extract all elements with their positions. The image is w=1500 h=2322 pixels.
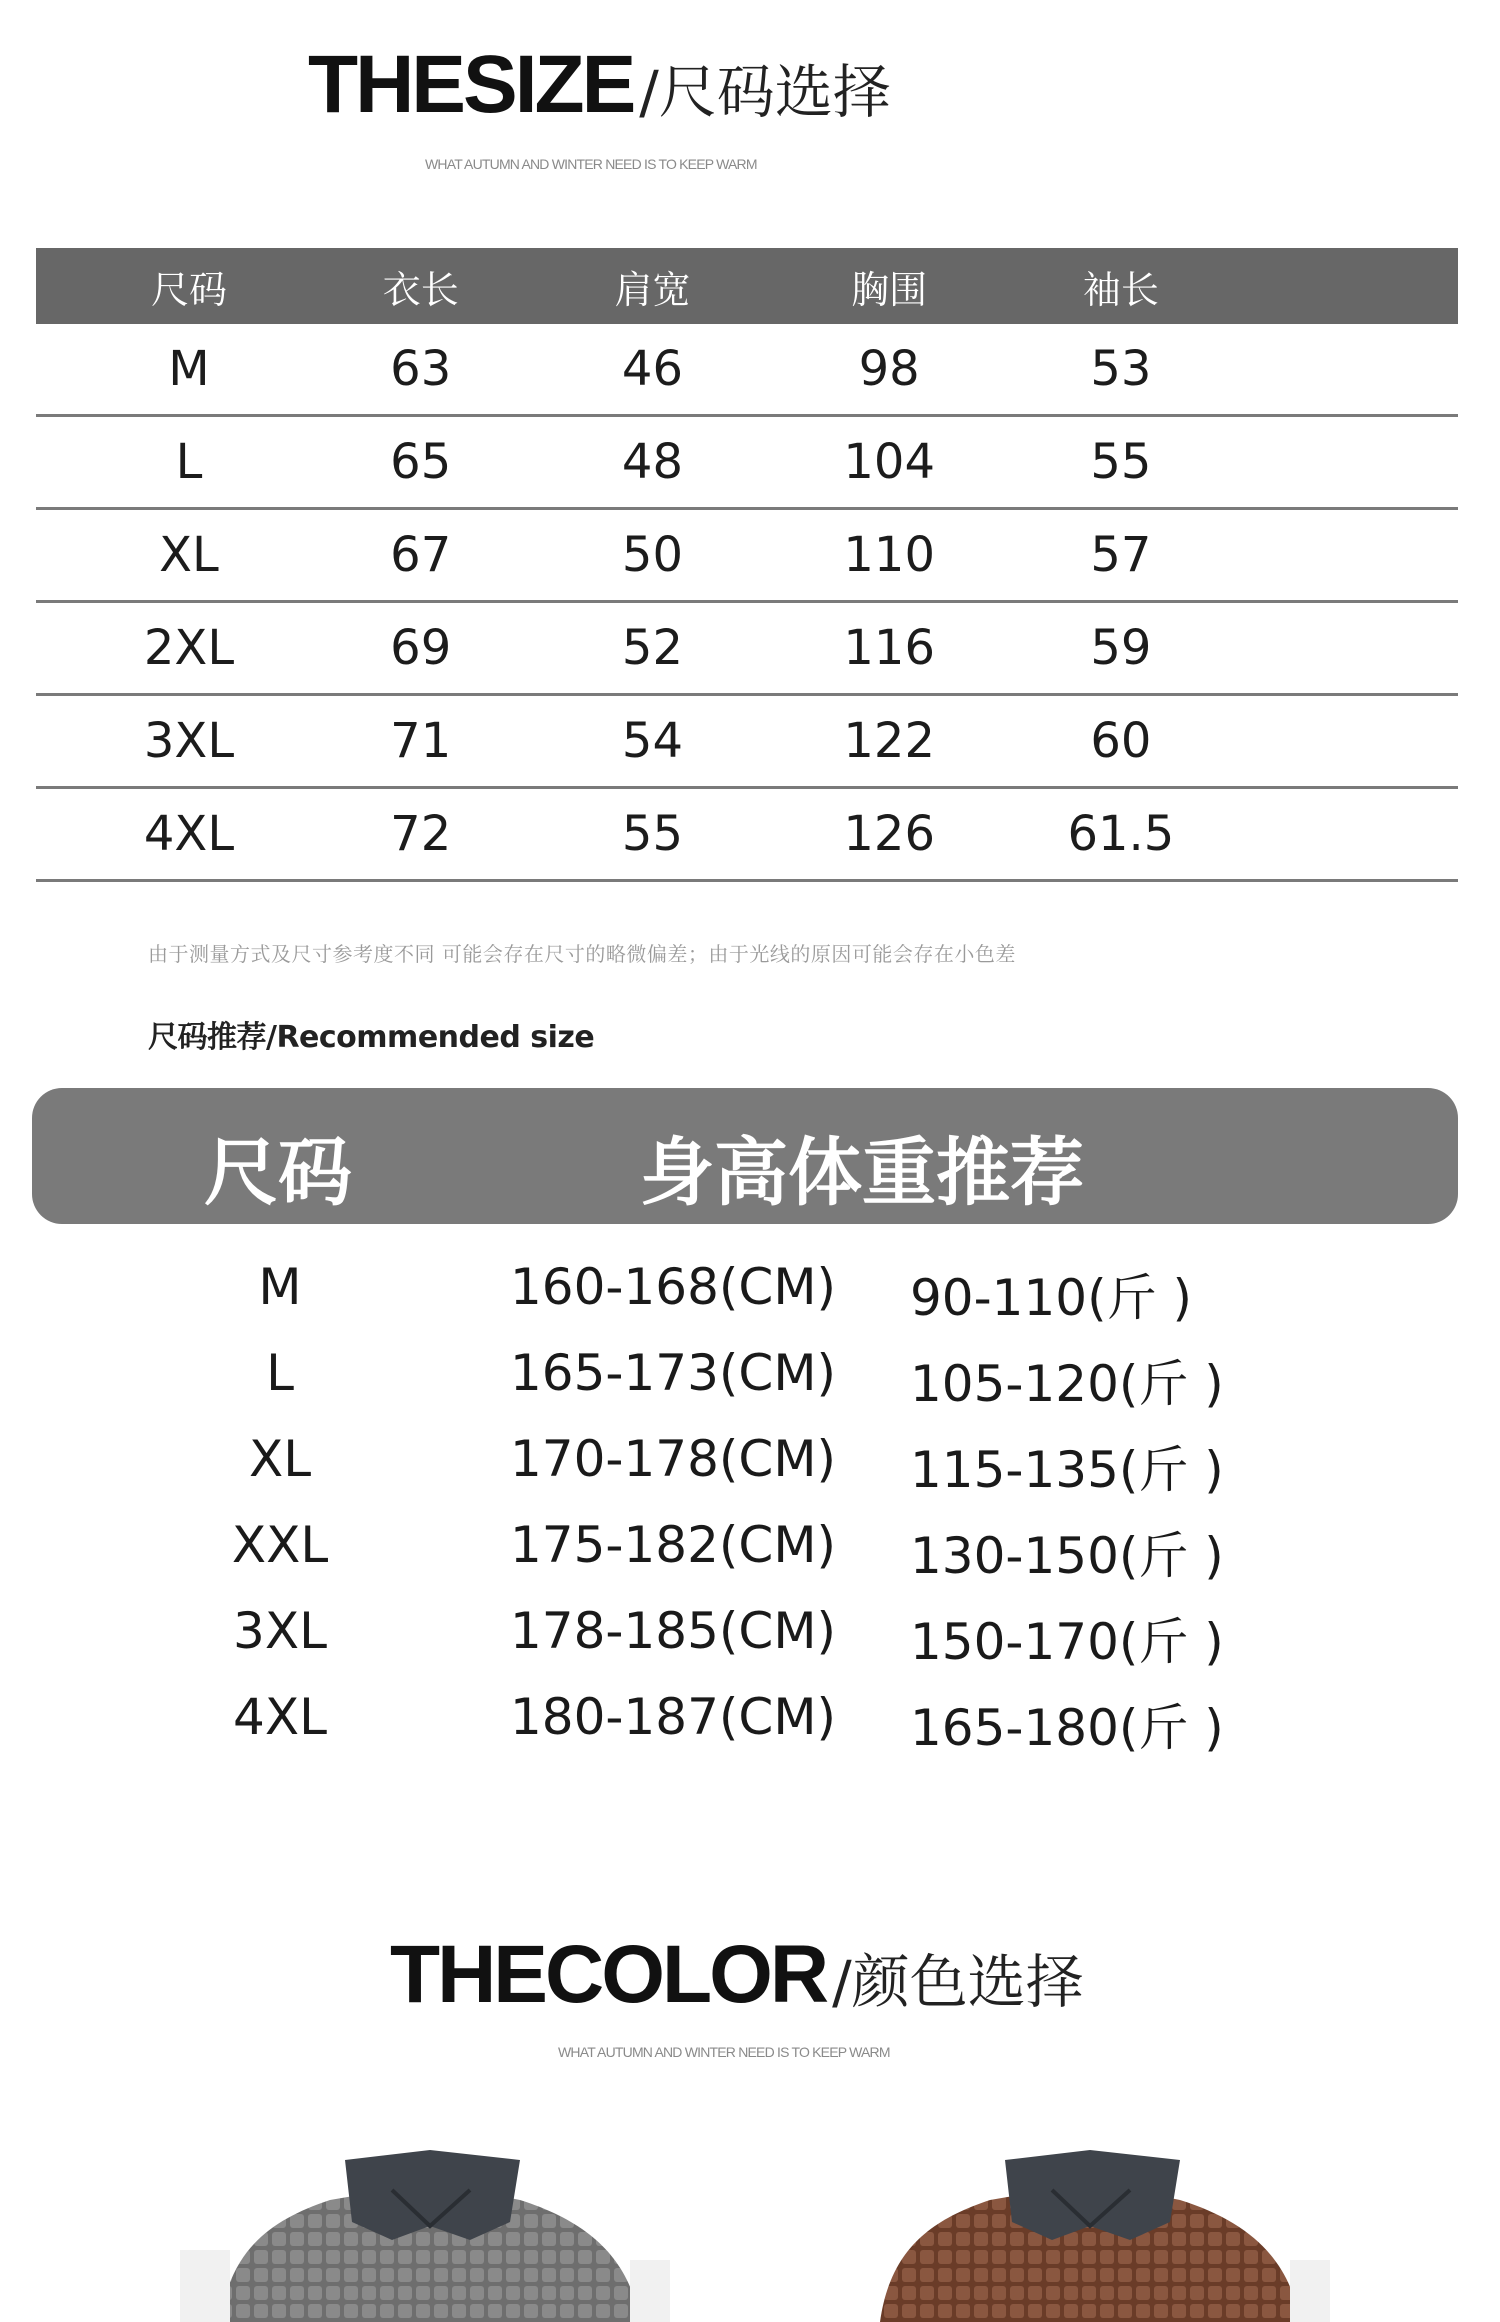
- table-cell: 53: [1090, 341, 1152, 397]
- table-cell: 116: [843, 620, 935, 676]
- rec-size: 4XL: [233, 1688, 327, 1746]
- table-cell: 126: [843, 806, 935, 862]
- size-table: [36, 248, 1458, 882]
- table-cell: 71: [390, 713, 452, 769]
- banner-height-weight-label: 身高体重推荐: [640, 1130, 1084, 1216]
- table-row: [36, 603, 1458, 696]
- size-title-cn: /尺码选择: [639, 58, 891, 126]
- rec-weight: 90-110(斤 ): [910, 1269, 1193, 1327]
- table-cell: 69: [390, 620, 452, 676]
- rec-height: 160-168(CM): [510, 1258, 836, 1316]
- table-cell: 2XL: [143, 620, 235, 676]
- table-cell: 46: [621, 341, 683, 397]
- header-cell: 尺码: [150, 267, 227, 312]
- header-cell: 衣长: [382, 267, 459, 312]
- table-cell: 54: [621, 713, 683, 769]
- rec-weight: 115-135(斤 ): [910, 1441, 1224, 1499]
- table-cell: 104: [843, 434, 935, 490]
- size-table-header: [36, 248, 1458, 324]
- table-cell: 67: [390, 527, 452, 583]
- color-title-en: THECOLOR: [390, 1929, 827, 2020]
- list-item: [0, 1516, 1500, 1602]
- color-subtitle: WHAT AUTUMN AND WINTER NEED IS TO KEEP WARM: [558, 2044, 890, 2060]
- table-cell: L: [175, 434, 203, 490]
- table-cell: 65: [390, 434, 452, 490]
- rec-weight: 105-120(斤 ): [910, 1355, 1224, 1413]
- table-row: [36, 510, 1458, 603]
- rec-weight: 130-150(斤 ): [910, 1527, 1224, 1585]
- table-cell: XL: [159, 527, 219, 583]
- header-cell: 胸围: [851, 267, 928, 312]
- table-cell: 63: [390, 341, 452, 397]
- table-row: [36, 417, 1458, 510]
- color-title-cn: /颜色选择: [832, 1948, 1084, 2016]
- table-cell: 72: [390, 806, 452, 862]
- size-title-en: THESIZE: [308, 39, 634, 130]
- rec-height: 178-185(CM): [510, 1602, 836, 1660]
- size-heading: [308, 38, 891, 132]
- color-heading: [390, 1928, 1084, 2022]
- rec-height: 175-182(CM): [510, 1516, 836, 1574]
- rec-weight: 150-170(斤 ): [910, 1613, 1224, 1671]
- rec-size: L: [266, 1344, 294, 1402]
- table-cell: 55: [1090, 434, 1152, 490]
- list-item: [0, 1602, 1500, 1688]
- table-cell: 4XL: [143, 806, 235, 862]
- table-row: [36, 324, 1458, 417]
- table-cell: 48: [621, 434, 683, 490]
- brown-sweater-image[interactable]: [880, 2150, 1330, 2322]
- table-cell: 55: [621, 806, 683, 862]
- list-item: [0, 1688, 1500, 1774]
- rec-size: XL: [248, 1430, 312, 1488]
- size-subtitle: WHAT AUTUMN AND WINTER NEED IS TO KEEP WARM: [425, 156, 757, 172]
- color-swatches: [0, 2140, 1500, 2322]
- list-item: [0, 1344, 1500, 1430]
- measurement-note: 由于测量方式及尺寸参考度不同 可能会存在尺寸的略微偏差；由于光线的原因可能会存在小色差: [148, 942, 1016, 966]
- banner-size-label: 尺码: [204, 1130, 352, 1216]
- rec-height: 170-178(CM): [510, 1430, 836, 1488]
- rec-size: XXL: [231, 1516, 329, 1574]
- table-cell: 3XL: [143, 713, 235, 769]
- list-item: [0, 1258, 1500, 1344]
- table-cell: 61.5: [1067, 806, 1175, 862]
- table-cell: 60: [1090, 713, 1152, 769]
- table-row: [36, 789, 1458, 882]
- header-cell: 肩宽: [614, 267, 691, 312]
- sweater-photos: [0, 2140, 1500, 2322]
- table-cell: 59: [1090, 620, 1152, 676]
- rec-size: 3XL: [233, 1602, 327, 1660]
- table-cell: 57: [1090, 527, 1152, 583]
- table-cell: 122: [843, 713, 935, 769]
- header-cell: 袖长: [1082, 267, 1159, 312]
- rec-size: M: [258, 1258, 302, 1316]
- table-cell: 50: [621, 527, 683, 583]
- rec-height: 165-173(CM): [510, 1344, 836, 1402]
- list-item: [0, 1430, 1500, 1516]
- recommend-table: [0, 1258, 1500, 1774]
- recommended-size-label: 尺码推荐/Recommended size: [148, 1020, 595, 1055]
- rec-height: 180-187(CM): [510, 1688, 836, 1746]
- recommend-banner: [32, 1088, 1458, 1224]
- rec-weight: 165-180(斤 ): [910, 1699, 1224, 1757]
- grey-sweater-image[interactable]: [180, 2150, 670, 2322]
- table-row: [36, 696, 1458, 789]
- table-cell: 52: [621, 620, 683, 676]
- table-cell: M: [168, 341, 210, 397]
- table-cell: 98: [858, 341, 920, 397]
- table-cell: 110: [843, 527, 935, 583]
